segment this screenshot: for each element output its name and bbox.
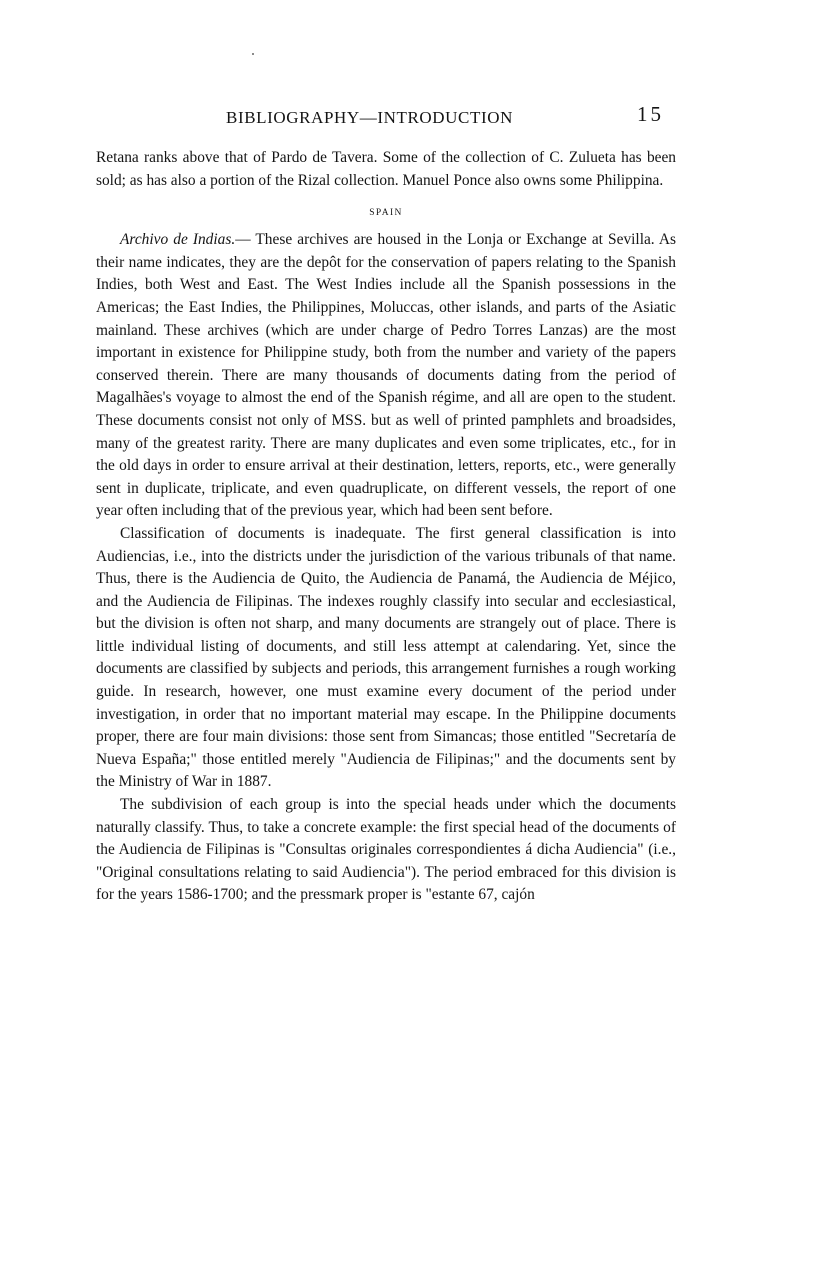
paragraph-continuation: Retana ranks above that of Pardo de Tavera. Some of the collection of C. Zulueta has been sold; as has also a portion of the Rizal collection. Manuel Ponce also owns some Philippina. xyxy=(96,149,676,189)
section-heading: SPAIN xyxy=(369,208,403,219)
body-text xyxy=(96,147,676,907)
page-number: 15 xyxy=(637,102,664,126)
paragraph-classification: Classification of documents is inadequate. The first general classification is into Audiencias, i.e., into the districts under the jurisdiction of the various tribunals of that name. Thus, there is the Audiencia de Quito, the Audiencia de Panamá, the Audiencia de Méjico, and the Audiencia de Filipinas. The indexes roughly classify into secular and ecclesiastical, but the division is often not sharp, and many documents are strangely out of place. There is little individual listing of documents, and still less attempt at calendaring. Yet, since the documents are classified by subjects and periods, this arrangement furnishes a rough working guide. In research, however, one must examine every document of the period under investigation, in order that no important material may escape. In the Philippine documents proper, there are four main divisions: those sent from Simancas; those entitled "Secretaría de Nueva España;" those entitled merely "Audiencia de Filipinas;" and the documents sent by the Ministry of War in 1887. xyxy=(96,524,676,791)
page-header xyxy=(226,102,676,136)
paragraph-lead-title: Archivo de Indias. xyxy=(120,231,236,249)
paragraph-body: — These archives are housed in the Lonja or Exchange at Sevilla. As their name indicates, they are the depôt for the conservation of papers relating to the Spanish Indies, both West and East. The West Indies include all the Spanish possessions in the Americas; the East Indies, the Philippines, Moluccas, other islands, and parts of the Asiatic mainland. These archives (which are under charge of Pedro Torres Lanzas) are the most important in existence for Philippine study, both from the number and variety of the papers conserved therein. There are many thousands of documents dating from the period of Magalhães's voyage to almost the end of the Spanish régime, and all are open to the student. These documents consist not only of MSS. but as well of printed pamphlets and broadsides, many of the greatest rarity. There are many duplicates and even some triplicates, etc., for in the old days in order to ensure arrival at their destination, letters, reports, etc., were generally sent in duplicate, triplicate, and even quadruplicate, on different vessels, the report of one year often including that of the previous year, which had been sent before. xyxy=(96,231,676,520)
paragraph-archivo-de-indias xyxy=(96,229,676,523)
running-title: BIBLIOGRAPHY—INTRODUCTION xyxy=(226,108,513,127)
scan-speck xyxy=(252,53,254,55)
paragraph-subdivision: The subdivision of each group is into the special heads under which the documents naturally classify. Thus, to take a concrete example: the first special head of the documents of the Audiencia de Filipinas is "Consultas originales correspondientes á dicha Audiencia" (i.e., "Original consultations relating to said Audiencia"). The period embraced for this division is for the years 1586-1700; and the pressmark proper is "estante 67, cajón xyxy=(96,796,676,904)
